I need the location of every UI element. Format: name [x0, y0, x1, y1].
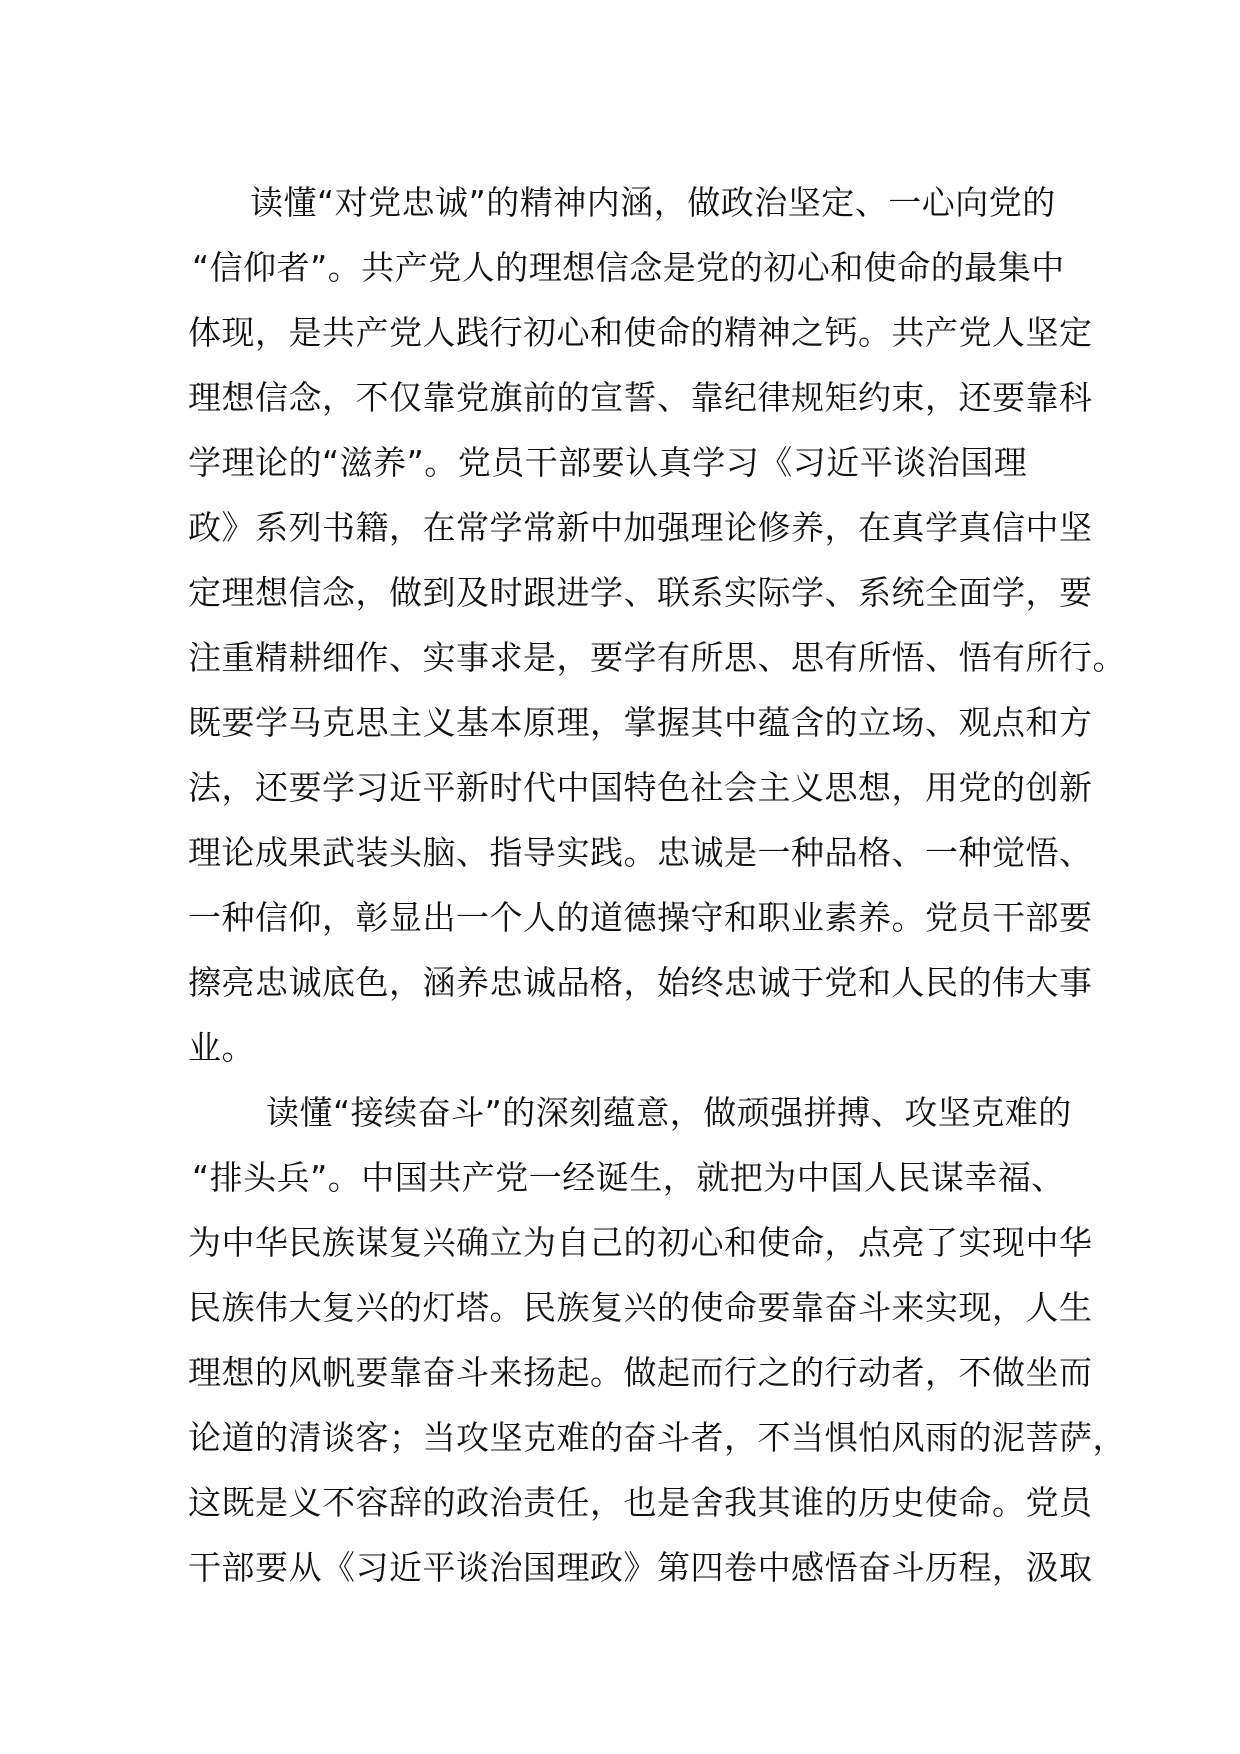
text-line: 为中华民族谋复兴确立为自己的初心和使命，点亮了实现中华 [188, 1223, 1093, 1262]
paragraph-struggle [188, 1080, 1126, 1600]
paragraph-loyalty [188, 170, 1126, 1080]
text-line: 擦亮忠诚底色，涵养忠诚品格，始终忠诚于党和人民的伟大事 [188, 963, 1093, 1002]
text-line: 既要学马克思主义基本原理，掌握其中蕴含的立场、观点和方 [188, 703, 1093, 742]
text-line: 业。 [188, 1028, 255, 1067]
text-line: 干部要从《习近平谈治国理政》第四卷中感悟奋斗历程，汲取 [188, 1548, 1093, 1587]
text-line: 理想的风帆要靠奋斗来扬起。做起而行之的行动者，不做坐而 [188, 1353, 1093, 1392]
text-line: “排头兵”。中国共产党一经诞生，就把为中国人民谋幸福、 [192, 1158, 1065, 1197]
body-text [188, 170, 1126, 1600]
text-line: 论道的清谈客；当攻坚克难的奋斗者，不当惧怕风雨的泥菩萨， [188, 1418, 1126, 1457]
text-line: 理想信念，不仅靠党旗前的宣誓、靠纪律规矩约束，还要靠科 [188, 378, 1093, 417]
text-line: “信仰者”。共产党人的理想信念是党的初心和使命的最集中 [192, 248, 1065, 287]
text-line: 法，还要学习近平新时代中国特色社会主义思想，用党的创新 [188, 768, 1093, 807]
text-line: 读懂“接续奋斗”的深刻蕴意，做顽强拼搏、攻坚克难的 [266, 1093, 1072, 1132]
text-line: 一种信仰，彰显出一个人的道德操守和职业素养。党员干部要 [188, 898, 1093, 937]
text-line: 学理论的“滋养”。党员干部要认真学习《习近平谈治国理 [188, 443, 1028, 482]
text-line: 民族伟大复兴的灯塔。民族复兴的使命要靠奋斗来实现，人生 [188, 1288, 1093, 1327]
text-line: 这既是义不容辞的政治责任，也是舍我其谁的历史使命。党员 [188, 1483, 1093, 1522]
text-line: 理论成果武装头脑、指导实践。忠诚是一种品格、一种觉悟、 [188, 833, 1093, 872]
text-line: 读懂“对党忠诚”的精神内涵，做政治坚定、一心向党的 [250, 183, 1056, 222]
text-line: 注重精耕细作、实事求是，要学有所思、思有所悟、悟有所行。 [188, 638, 1126, 677]
text-line: 体现，是共产党人践行初心和使命的精神之钙。共产党人坚定 [188, 313, 1093, 352]
text-line: 政》系列书籍，在常学常新中加强理论修养，在真学真信中坚 [188, 508, 1093, 547]
text-line: 定理想信念，做到及时跟进学、联系实际学、系统全面学，要 [188, 573, 1093, 612]
